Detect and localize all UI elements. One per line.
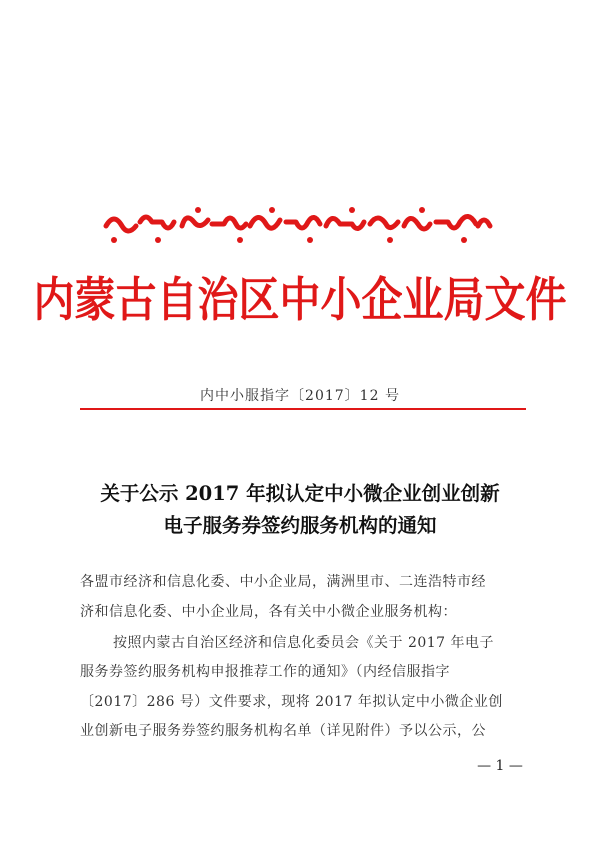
body-text-line: 各盟市经济和信息化委、中小企业局，满洲里市、二连浩特市经 xyxy=(80,574,486,590)
body-text-line: 济和信息化委、中小企业局，各有关中小微企业服务机构： xyxy=(80,604,457,620)
mongolian-script-logo xyxy=(100,196,500,254)
issuing-organization-header: 内蒙古自治区中小企业局文件 xyxy=(33,272,567,328)
body-text-line: 〔2017〕286 号）文件要求，现将 2017 年拟认定中小微企业创 xyxy=(80,694,503,710)
red-divider-line xyxy=(80,408,526,410)
body-text-line: 业创新电子服务券签约服务机构名单（详见附件）予以公示，公 xyxy=(80,723,486,739)
body-text-line: 服务券签约服务机构申报推荐工作的通知》（内经信服指字 xyxy=(80,664,450,680)
body-text-line: 按照内蒙古自治区经济和信息化委员会《关于 2017 年电子 xyxy=(113,635,495,651)
notice-title-line-2: 电子服务券签约服务机构的通知 xyxy=(163,514,437,537)
notice-title-line-1: 关于公示 2017 年拟认定中小微企业创业创新 xyxy=(100,482,500,505)
page-number: — 1 — xyxy=(477,758,523,774)
document-number: 内中小服指字〔2017〕12 号 xyxy=(200,388,400,404)
